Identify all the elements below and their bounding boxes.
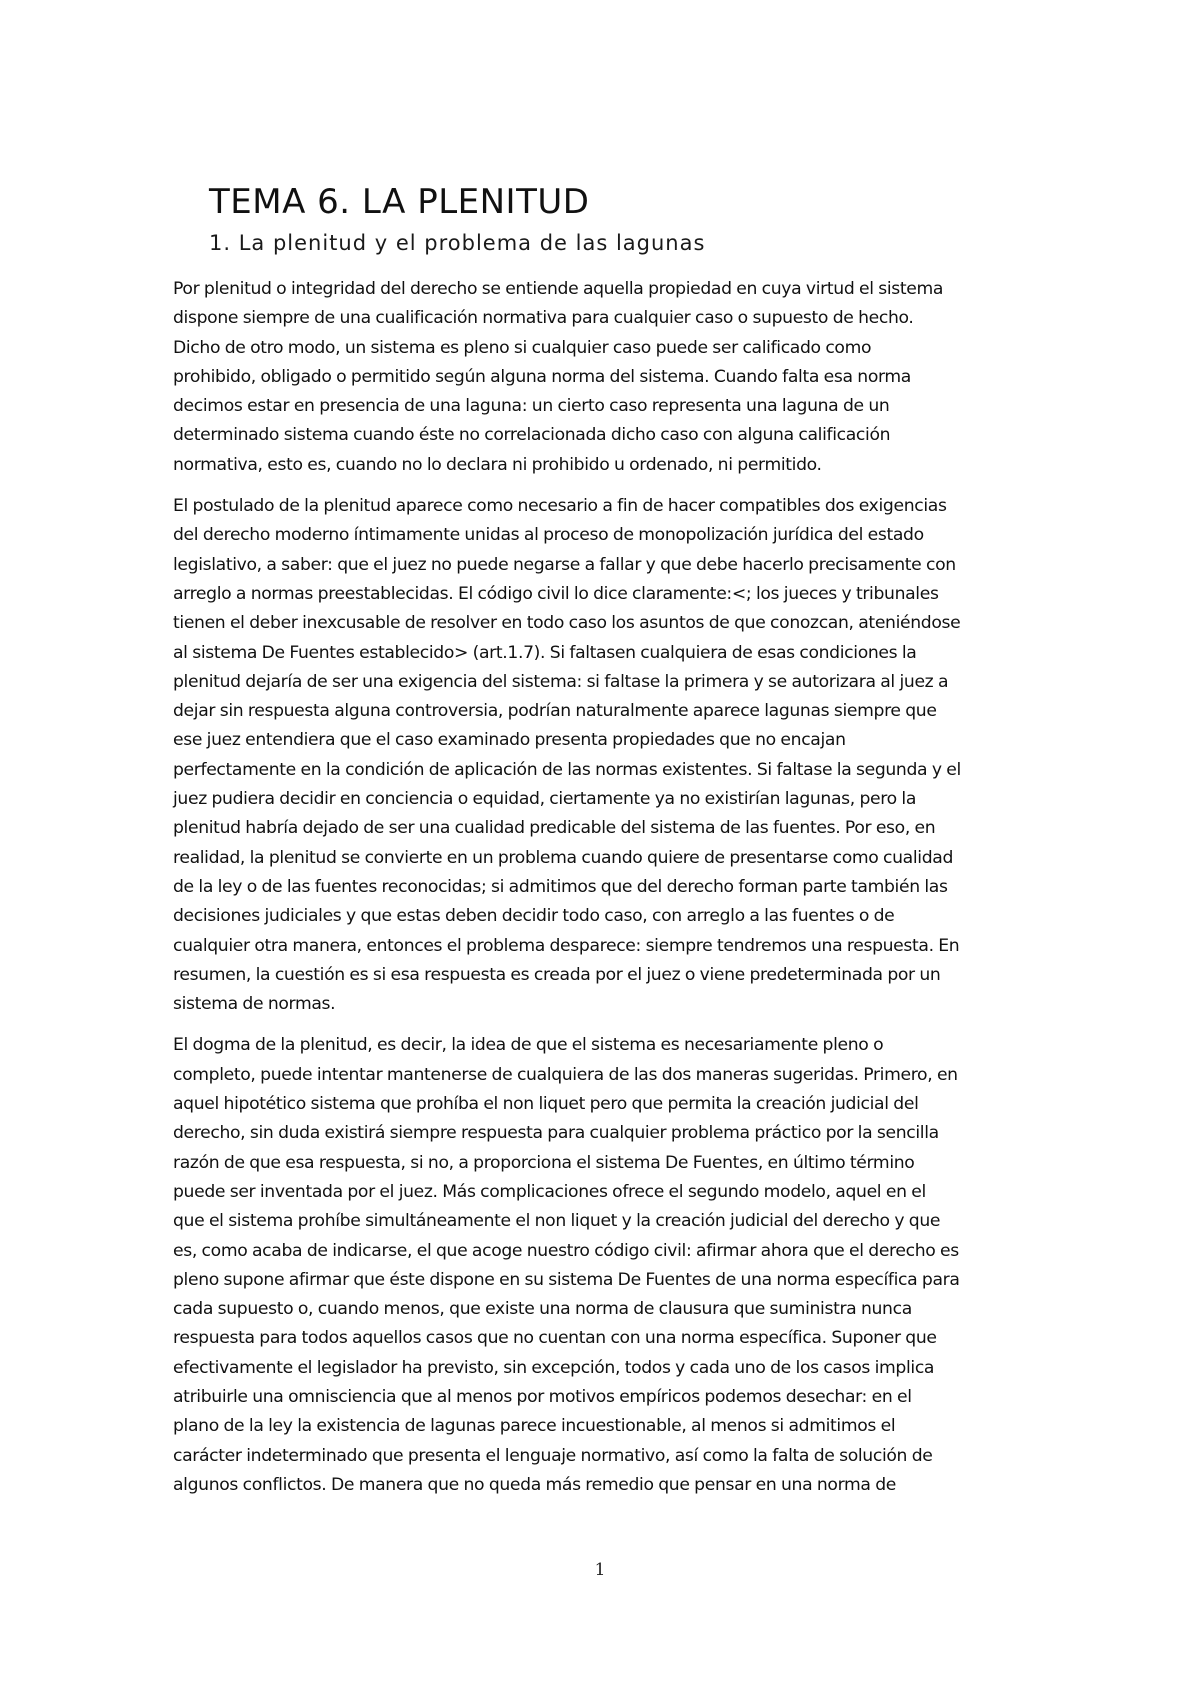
text-line: ese juez entendiera que el caso examinado presenta propiedades que no encajan [173, 730, 846, 751]
document-body [173, 275, 1035, 1512]
text-line: que el sistema prohíbe simultáneamente el non liquet y la creación judicial del derecho y que [173, 1211, 941, 1232]
text-line: cada supuesto o, cuando menos, que existe una norma de clausura que suministra nunca [173, 1299, 912, 1320]
text-line: efectivamente el legislador ha previsto, sin excepción, todos y cada uno de los casos implica [173, 1357, 935, 1378]
text-line: juez pudiera decidir en conciencia o equidad, ciertamente ya no existirían lagunas, pero la [173, 789, 917, 810]
text-line: El postulado de la plenitud aparece como necesario a fin de hacer compatibles dos exigencias [173, 496, 947, 517]
text-line: derecho, sin duda existirá siempre respuesta para cualquier problema práctico por la sencilla [173, 1123, 939, 1144]
text-line: prohibido, obligado o permitido según alguna norma del sistema. Cuando falta esa norma [173, 366, 911, 387]
text-line: perfectamente en la condición de aplicación de las normas existentes. Si faltase la segunda y el [173, 759, 961, 780]
text-line: pleno supone afirmar que éste dispone en su sistema De Fuentes de una norma específica para [173, 1269, 960, 1290]
text-line: Por plenitud o integridad del derecho se entiende aquella propiedad en cuya virtud el sistema [173, 279, 944, 299]
text-line: determinado sistema cuando éste no correlacionada dicho caso con alguna calificación [173, 425, 891, 446]
text-line: Dicho de otro modo, un sistema es pleno si cualquier caso puede ser calificado como [173, 337, 872, 358]
paragraph-1 [173, 275, 1035, 480]
text-line: al sistema De Fuentes establecido> (art.1.7). Si faltasen cualquiera de esas condiciones la [173, 642, 917, 663]
text-line: es, como acaba de indicarse, el que acoge nuestro código civil: afirmar ahora que el derecho es [173, 1240, 959, 1261]
text-line: carácter indeterminado que presenta el lenguaje normativo, así como la falta de solución de [173, 1445, 933, 1466]
text-line: arreglo a normas preestablecidas. El código civil lo dice claramente:<; los jueces y tribunales [173, 583, 939, 604]
text-line: sistema de normas. [173, 994, 336, 1015]
text-line: dispone siempre de una cualificación normativa para cualquier caso o supuesto de hecho. [173, 308, 914, 329]
text-line: plano de la ley la existencia de lagunas parece incuestionable, al menos si admitimos el [173, 1416, 896, 1437]
page-number: 1 [594, 1560, 606, 1580]
text-line: respuesta para todos aquellos casos que no cuentan con una norma específica. Suponer que [173, 1328, 937, 1349]
document-title: TEMA 6. LA PLENITUD [209, 182, 590, 222]
text-line: plenitud dejaría de ser una exigencia del sistema: si faltase la primera y se autorizara al juez a [173, 671, 949, 692]
text-line: legislativo, a saber: que el juez no puede negarse a fallar y que debe hacerlo precisamente con [173, 554, 956, 575]
text-line: decisiones judiciales y que estas deben decidir todo caso, con arreglo a las fuentes o de [173, 906, 895, 927]
text-line: atribuirle una omnisciencia que al menos por motivos empíricos podemos desechar: en el [173, 1386, 912, 1407]
text-line: decimos estar en presencia de una laguna: un cierto caso representa una laguna de un [173, 396, 890, 417]
text-line: de la ley o de las fuentes reconocidas; si admitimos que del derecho forman parte también las [173, 876, 948, 897]
text-line: algunos conflictos. De manera que no queda más remedio que pensar en una norma de [173, 1474, 896, 1495]
text-line: razón de que esa respuesta, si no, a proporciona el sistema De Fuentes, en último término [173, 1152, 915, 1173]
section-heading: 1. La plenitud y el problema de las lagunas [209, 231, 706, 255]
text-line: resumen, la cuestión es si esa respuesta es creada por el juez o viene predeterminada por un [173, 964, 941, 985]
text-line: tienen el deber inexcusable de resolver en todo caso los asuntos de que conozcan, ateniéndose [173, 613, 961, 634]
text-line: puede ser inventada por el juez. Más complicaciones ofrece el segundo modelo, aquel en el [173, 1181, 926, 1202]
text-line: realidad, la plenitud se convierte en un problema cuando quiere de presentarse como cualidad [173, 847, 954, 868]
paragraph-3 [173, 1031, 1035, 1500]
text-line: El dogma de la plenitud, es decir, la idea de que el sistema es necesariamente pleno o [173, 1035, 884, 1056]
paragraph-2 [173, 492, 1035, 1019]
text-line: aquel hipotético sistema que prohíba el non liquet pero que permita la creación judicial del [173, 1094, 919, 1115]
text-line: plenitud habría dejado de ser una cualidad predicable del sistema de las fuentes. Por eso, en [173, 818, 936, 839]
text-line: completo, puede intentar mantenerse de cualquiera de las dos maneras sugeridas. Primero, en [173, 1064, 958, 1085]
text-line: normativa, esto es, cuando no lo declara ni prohibido u ordenado, ni permitido. [173, 454, 822, 475]
text-line: del derecho moderno íntimamente unidas al proceso de monopolización jurídica del estado [173, 525, 924, 546]
text-line: cualquier otra manera, entonces el problema desparece: siempre tendremos una respuesta. En [173, 935, 960, 956]
text-line: dejar sin respuesta alguna controversia, podrían naturalmente aparece lagunas siempre que [173, 701, 937, 722]
